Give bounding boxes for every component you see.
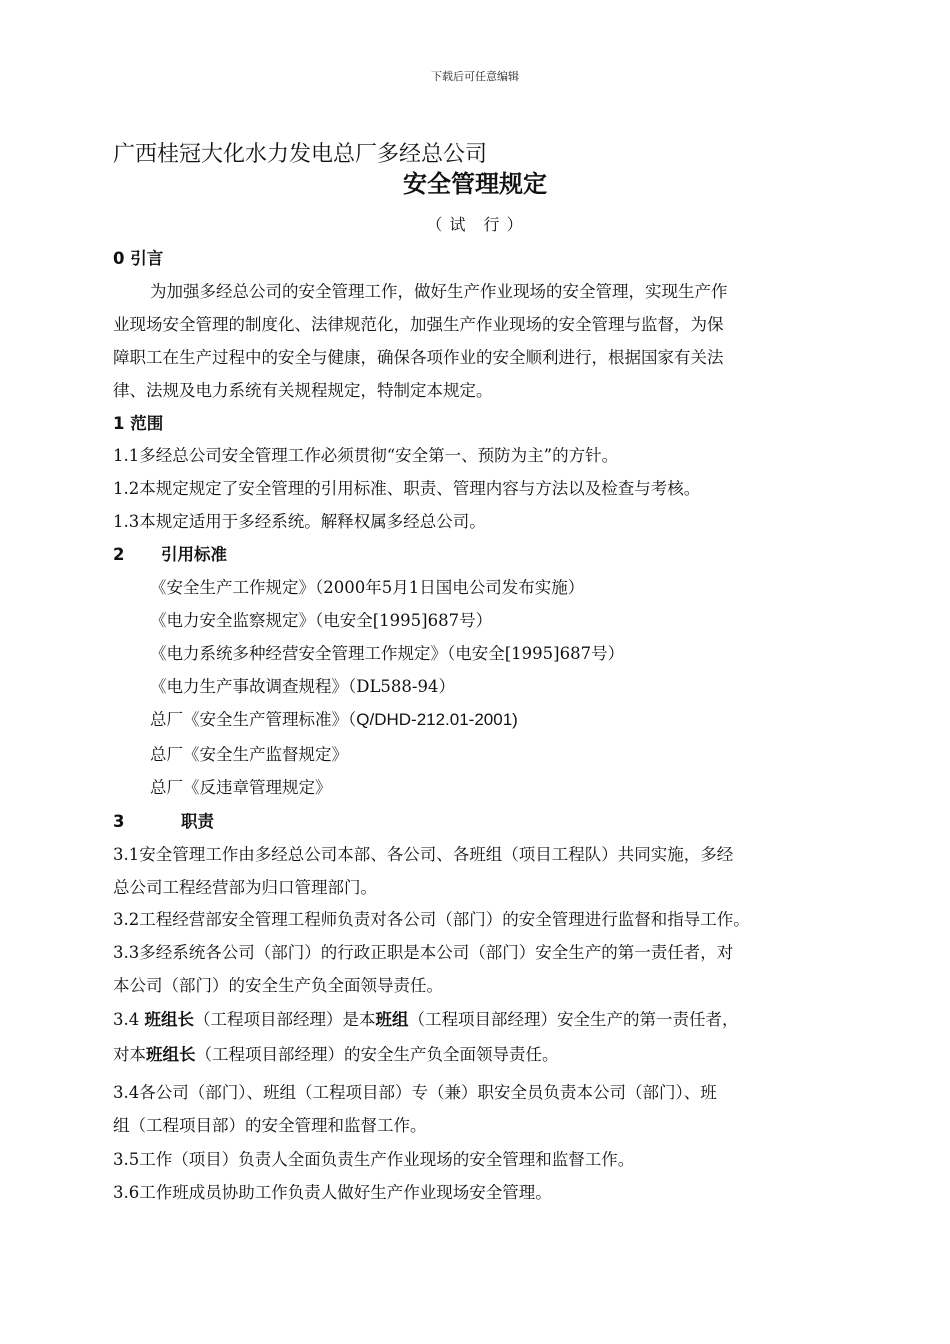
header-note: 下载后可任意编辑 xyxy=(431,70,519,83)
duty-3-4-text-b: （工程项目部经理）安全生产的第一责任者， xyxy=(408,1010,739,1029)
duty-3-3-line-2: 本公司（部门）的安全生产负全面领导责任。 xyxy=(113,976,443,995)
reference-5 xyxy=(150,708,518,732)
section-3-number: 3 xyxy=(113,812,125,831)
duty-3-4b-line-2: 组（工程项目部）的安全管理和监督工作。 xyxy=(113,1116,427,1135)
reference-5-code: Q/DHD-212.01-2001) xyxy=(356,710,518,729)
duty-3-2: 3.2工程经营部安全管理工程师负责对各公司（部门）的安全管理进行监督和指导工作。 xyxy=(113,910,750,929)
duty-3-4-text-a: （工程项目部经理）是本 xyxy=(194,1010,376,1029)
document-subtitle: （ 试 行 ） xyxy=(426,215,524,234)
reference-2: 《电力安全监察规定》（电安全[1995]687号） xyxy=(150,611,493,630)
reference-6: 总厂《安全生产监督规定》 xyxy=(150,745,348,764)
reference-3: 《电力系统多种经营安全管理工作规定》（电安全[1995]687号） xyxy=(150,644,625,663)
scope-item-1: 1.1多经总公司安全管理工作必须贯彻“安全第一、预防为主”的方针。 xyxy=(113,446,619,465)
duty-3-4-text-d: （工程项目部经理）的安全生产负全面领导责任。 xyxy=(195,1045,559,1064)
duty-3-3-line-1: 3.3多经系统各公司（部门）的行政正职是本公司（部门）安全生产的第一责任者，对 xyxy=(113,943,734,962)
intro-line-2: 业现场安全管理的制度化、法律规范化，加强生产作业现场的安全管理与监督，为保 xyxy=(113,315,724,334)
duty-3-5: 3.5工作（项目）负责人全面负责生产作业现场的安全管理和监督工作。 xyxy=(113,1150,635,1169)
duty-3-4-line-1 xyxy=(113,1008,739,1032)
intro-line-3: 障职工在生产过程中的安全与健康，确保各项作业的安全顺利进行，根据国家有关法 xyxy=(113,348,724,367)
emphasis-team-leader-2: 班组长 xyxy=(146,1045,196,1064)
section-1-heading: 1 范围 xyxy=(113,414,164,433)
section-3-title: 职责 xyxy=(181,812,214,831)
duty-3-4-number: 3.4 xyxy=(113,1010,145,1029)
intro-line-1: 为加强多经总公司的安全管理工作，做好生产作业现场的安全管理，实现生产作 xyxy=(150,282,728,301)
emphasis-team-leader: 班组长 xyxy=(144,1010,194,1029)
duty-3-4-text-c: 对本 xyxy=(113,1045,146,1064)
scope-item-3: 1.3本规定适用于多经系统。解释权属多经总公司。 xyxy=(113,512,486,531)
reference-4: 《电力生产事故调查规程》（DL588-94） xyxy=(150,677,456,696)
section-2-heading xyxy=(113,543,227,567)
scope-item-2: 1.2本规定规定了安全管理的引用标准、职责、管理内容与方法以及检查与考核。 xyxy=(113,479,701,498)
section-0-heading: 0 引言 xyxy=(113,249,164,268)
document-title: 安全管理规定 xyxy=(403,170,547,198)
section-3-heading xyxy=(113,810,214,834)
emphasis-team: 班组 xyxy=(375,1010,409,1029)
section-2-title: 引用标准 xyxy=(161,545,227,564)
duty-3-6: 3.6工作班成员协助工作负责人做好生产作业现场安全管理。 xyxy=(113,1183,552,1202)
duty-3-1-line-1: 3.1安全管理工作由多经总公司本部、各公司、各班组（项目工程队）共同实施，多经 xyxy=(113,845,734,864)
section-2-number: 2 xyxy=(113,545,125,564)
duty-3-4-line-2 xyxy=(113,1043,559,1067)
duty-3-4b-line-1: 3.4各公司（部门）、班组（工程项目部）专（兼）职安全员负责本公司（部门）、班 xyxy=(113,1083,717,1102)
intro-line-4: 律、法规及电力系统有关规程规定，特制定本规定。 xyxy=(113,381,493,400)
reference-7: 总厂《反违章管理规定》 xyxy=(150,778,332,797)
duty-3-1-line-2: 总公司工程经营部为归口管理部门。 xyxy=(113,878,377,897)
reference-1: 《安全生产工作规定》（2000年5月1日国电公司发布实施） xyxy=(150,578,585,597)
reference-5-title: 总厂《安全生产管理标准》（ xyxy=(150,710,357,729)
organization-name: 广西桂冠大化水力发电总厂多经总公司 xyxy=(113,142,488,167)
